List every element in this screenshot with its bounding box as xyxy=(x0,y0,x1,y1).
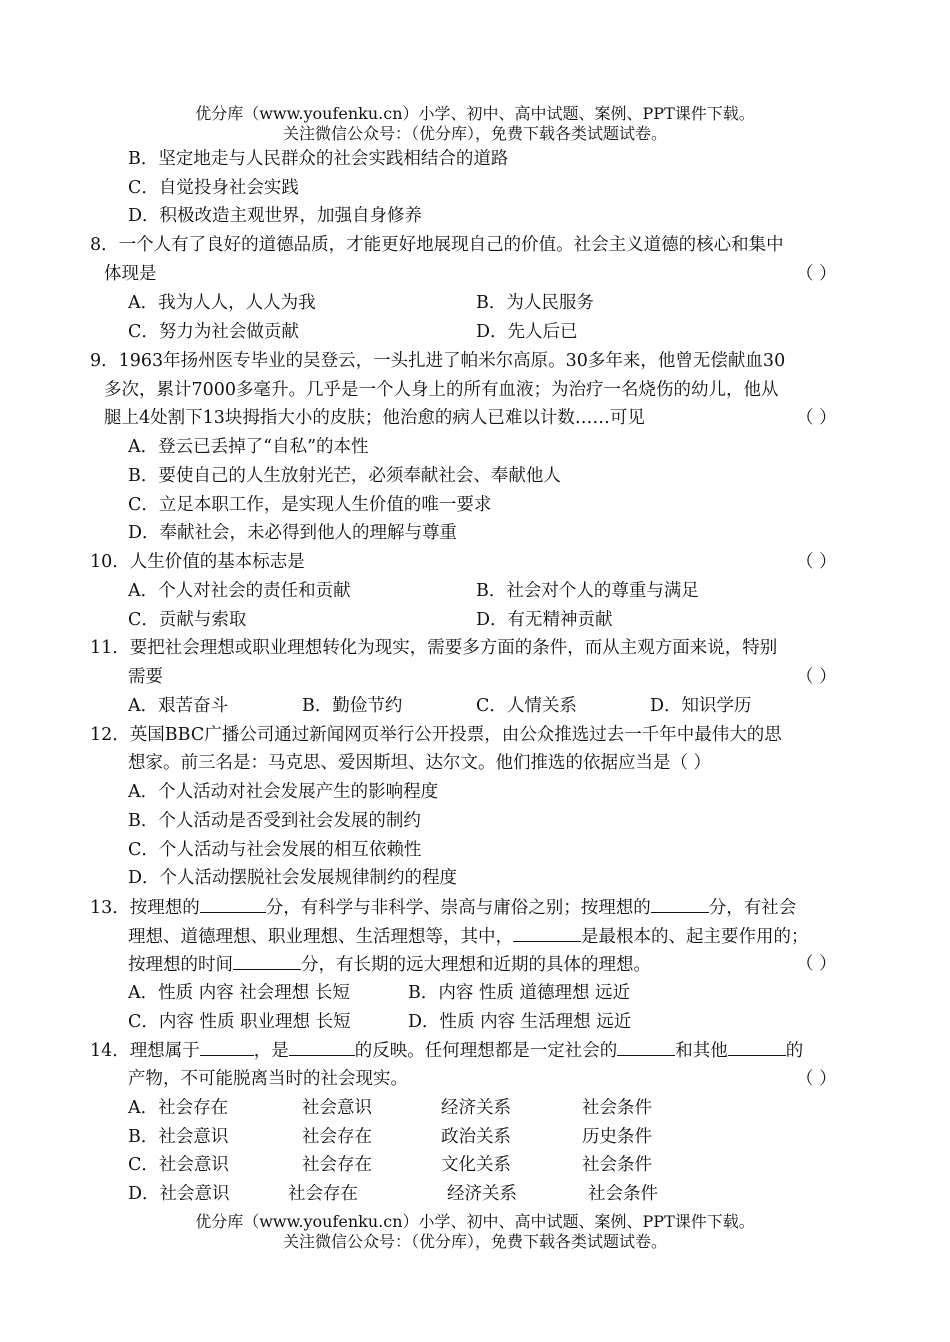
q14-option-a-col4: 社会条件 xyxy=(582,1098,652,1118)
q8-option-c: C．努力为社会做贡献 xyxy=(128,322,299,342)
q11-stem-line-2: 需要 xyxy=(128,667,163,687)
q14-text-1b: ，是 xyxy=(253,1041,289,1061)
q8-answer-paren: （ ） xyxy=(796,264,837,284)
q14-text-1a: 14．理想属于 xyxy=(90,1041,200,1061)
q14-text-1c: 的反映。任何理想都是一定社会的 xyxy=(354,1041,618,1061)
q9-option-a: A．登云已丢掉了“自私”的本性 xyxy=(128,437,369,457)
q8-option-a: A．我为人人，人人为我 xyxy=(128,293,316,313)
q9-option-b: B．要使自己的人生放射光芒，必须奉献社会、奉献他人 xyxy=(128,466,561,486)
q13-text-2a: 理想、道德理想、职业理想、生活理想等，其中， xyxy=(128,927,513,947)
q14-option-d-col2: 社会存在 xyxy=(288,1184,358,1204)
q9-option-c: C．立足本职工作，是实现人生价值的唯一要求 xyxy=(128,495,492,515)
q12-option-d: D．个人活动摆脱社会发展规律制约的程度 xyxy=(128,868,458,888)
q14-option-b-col3: 政治关系 xyxy=(441,1127,511,1147)
q9-stem-line-3: 腿上4处割下13块拇指大小的皮肤；他治愈的病人已难以计数……可见 xyxy=(104,408,645,428)
header-line-1: 优分库（www.youfenku.cn）小学、初中、高中试题、案例、PPT课件下载。 xyxy=(195,104,755,123)
q8-stem-line-1: 8．一个人有了良好的道德品质，才能更好地展现自己的价值。社会主义道德的核心和集中 xyxy=(90,235,784,255)
q14-option-c-col4: 社会条件 xyxy=(582,1155,652,1175)
q14-stem-line-1 xyxy=(90,1037,803,1064)
q14-stem-line-2: 产物，不可能脱离当时的社会现实。 xyxy=(128,1069,408,1089)
q10-option-b: B．社会对个人的尊重与满足 xyxy=(476,581,699,601)
q13-text-2b: 是最根本的、起主要作用的； xyxy=(581,927,809,947)
q8-stem-line-2: 体现是 xyxy=(104,264,157,284)
q11-stem-line-1: 11．要把社会理想或职业理想转化为现实，需要多方面的条件，而从主观方面来说，特别 xyxy=(90,638,778,658)
q12-stem-line-1: 12．英国BBC广播公司通过新闻网页举行公开投票，由公众推选过去一千年中最伟大的思 xyxy=(90,725,782,745)
q13-text-1c: 分，有社会 xyxy=(708,898,797,918)
q13-blank-3 xyxy=(513,923,581,942)
q14-option-d-col3: 经济关系 xyxy=(447,1184,517,1204)
q11-answer-paren: （ ） xyxy=(796,667,837,687)
q11-option-b: B．勤俭节约 xyxy=(302,696,403,716)
q9-answer-paren: （ ） xyxy=(796,408,837,428)
q12-option-a: A．个人活动对社会发展产生的影响程度 xyxy=(128,782,439,802)
q13-stem-line-3 xyxy=(128,951,651,978)
q11-option-c: C．人情关系 xyxy=(476,696,577,716)
q8-option-d: D．先人后已 xyxy=(476,322,578,342)
q14-text-1e: 的 xyxy=(785,1041,804,1061)
q13-option-a: A．性质 内容 社会理想 长短 xyxy=(128,983,350,1003)
q13-text-1a: 13．按理想的 xyxy=(90,898,200,918)
q13-blank-1 xyxy=(200,894,266,913)
q13-blank-4 xyxy=(233,951,301,970)
q7-option-c: C．自觉投身社会实践 xyxy=(128,178,299,198)
q14-option-c-col2: 社会存在 xyxy=(302,1155,372,1175)
q9-option-d: D．奉献社会，未必得到他人的理解与尊重 xyxy=(128,523,458,543)
q14-option-b-col4: 历史条件 xyxy=(582,1127,652,1147)
q14-answer-paren: （ ） xyxy=(796,1069,837,1089)
q13-option-d: D．性质 内容 生活理想 远近 xyxy=(408,1012,632,1032)
q14-option-b-col1: B．社会意识 xyxy=(128,1127,229,1147)
q14-blank-2 xyxy=(289,1037,355,1056)
footer-line-1: 优分库（www.youfenku.cn）小学、初中、高中试题、案例、PPT课件下载。 xyxy=(195,1212,755,1231)
q14-blank-3 xyxy=(617,1037,675,1056)
q9-stem-line-1: 9．1963年扬州医专毕业的吴登云，一头扎进了帕米尔高原。30多年来，他曾无偿献血30 xyxy=(90,351,786,371)
q14-text-1d: 和其他 xyxy=(675,1041,728,1061)
q13-stem-line-1 xyxy=(90,894,796,921)
q13-option-b: B．内容 性质 道德理想 远近 xyxy=(408,983,631,1003)
q13-stem-line-2 xyxy=(128,923,809,950)
q12-option-b: B．个人活动是否受到社会发展的制约 xyxy=(128,811,421,831)
q14-blank-4 xyxy=(728,1037,786,1056)
q11-option-d: D．知识学历 xyxy=(650,696,752,716)
q14-option-a-col3: 经济关系 xyxy=(441,1098,511,1118)
q13-option-c: C．内容 性质 职业理想 长短 xyxy=(128,1012,351,1032)
q12-option-c: C．个人活动与社会发展的相互依赖性 xyxy=(128,840,422,860)
q13-text-1b: 分，有科学与非科学、崇高与庸俗之别；按理想的 xyxy=(265,898,651,918)
q14-option-c-col1: C．社会意识 xyxy=(128,1155,229,1175)
q10-stem-line-1: 10．人生价值的基本标志是 xyxy=(90,552,305,572)
q14-option-c-col3: 文化关系 xyxy=(441,1155,511,1175)
q10-answer-paren: （ ） xyxy=(796,552,837,572)
header-line-2: 关注微信公众号：（优分库），免费下载各类试题试卷。 xyxy=(282,124,667,143)
q7-option-b: B．坚定地走与人民群众的社会实践相结合的道路 xyxy=(128,149,509,169)
q11-option-a: A．艰苦奋斗 xyxy=(128,696,229,716)
q7-option-d: D．积极改造主观世界，加强自身修养 xyxy=(128,206,423,226)
q13-text-3b: 分，有长期的远大理想和近期的具体的理想。 xyxy=(301,955,651,975)
q10-option-d: D．有无精神贡献 xyxy=(476,610,613,630)
q10-option-a: A．个人对社会的责任和贡献 xyxy=(128,581,351,601)
q14-option-d-col4: 社会条件 xyxy=(588,1184,658,1204)
q13-answer-paren: （ ） xyxy=(796,954,837,974)
q13-blank-2 xyxy=(651,894,709,913)
q14-option-b-col2: 社会存在 xyxy=(302,1127,372,1147)
q8-option-b: B．为人民服务 xyxy=(476,293,594,313)
q14-option-d-col1: D．社会意识 xyxy=(128,1184,230,1204)
q13-text-3a: 按理想的时间 xyxy=(128,955,233,975)
q14-blank-1 xyxy=(200,1037,254,1056)
footer-line-2: 关注微信公众号：（优分库），免费下载各类试题试卷。 xyxy=(282,1232,667,1251)
q10-option-c: C．贡献与索取 xyxy=(128,610,247,630)
q12-stem-line-2: 想家。前三名是：马克思、爱因斯坦、达尔文。他们推选的依据应当是（ ） xyxy=(128,753,712,773)
q14-option-a-col1: A．社会存在 xyxy=(128,1098,229,1118)
q9-stem-line-2: 多次，累计7000多毫升。几乎是一个人身上的所有血液；为治疗一名烧伤的幼儿，他从 xyxy=(104,380,779,400)
q14-option-a-col2: 社会意识 xyxy=(302,1098,372,1118)
